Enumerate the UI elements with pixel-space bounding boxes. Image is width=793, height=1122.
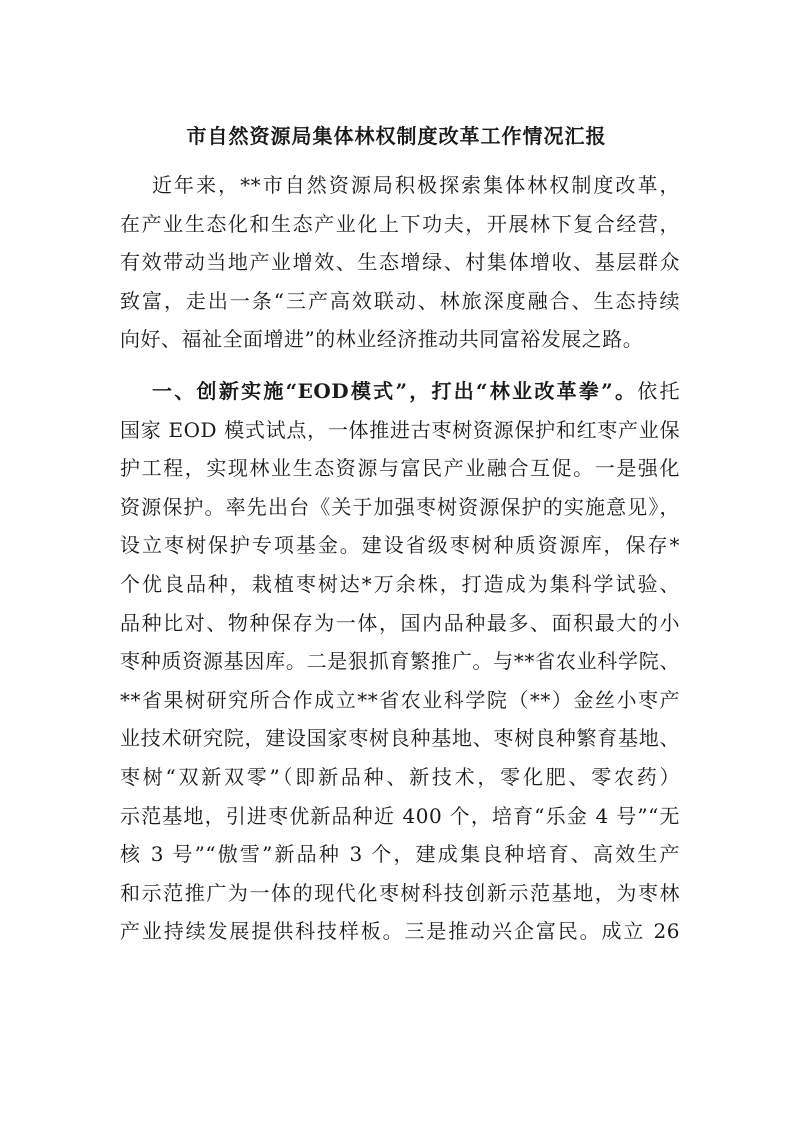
- paragraph-line: 个优良品种，栽植枣树达*万余株，打造成为集科学试验、: [120, 571, 680, 596]
- paragraph-intro: [120, 172, 680, 365]
- paragraph-line: 产业持续发展提供科技样板。三是推动兴企富民。成立 26: [120, 919, 680, 944]
- paragraph-line: 枣树“双新双零”（即新品种、新技术，零化肥、零农药）: [120, 764, 680, 789]
- document-body: [120, 172, 680, 957]
- paragraph-line: 核 3 号”“傲雪”新品种 3 个，建成集良种培育、高效生产: [120, 842, 680, 867]
- paragraph-line: 品种比对、物种保存为一体，国内品种最多、面积最大的小: [120, 610, 680, 635]
- paragraph-line: **省果树研究所合作成立**省农业科学院（**）金丝小枣产: [120, 687, 680, 712]
- document-title: 市自然资源局集体林权制度改革工作情况汇报: [186, 124, 607, 148]
- paragraph-line: 和示范推广为一体的现代化枣树科技创新示范基地，为枣林: [120, 880, 680, 905]
- paragraph-section-one: [120, 378, 680, 957]
- paragraph-line: 国家 EOD 模式试点，一体推进古枣树资源保护和红枣产业保: [120, 417, 680, 442]
- paragraph-line: 有效带动当地产业增效、生态增绿、村集体增收、基层群众: [120, 250, 680, 275]
- paragraph-line: 致富，走出一条“三产高效联动、林旅深度融合、生态持续: [120, 288, 680, 313]
- paragraph-line: 近年来，**市自然资源局积极探索集体林权制度改革，: [152, 173, 680, 197]
- paragraph-line: 在产业生态化和生态产业化上下功夫，开展林下复合经营，: [120, 211, 680, 236]
- paragraph-line: 护工程，实现林业生态资源与富民产业融合互促。一是强化: [120, 456, 680, 481]
- paragraph-line: 设立枣树保护专项基金。建设省级枣树种质资源库，保存*: [120, 533, 680, 558]
- paragraph-gap: [120, 365, 680, 378]
- section-heading-line: [120, 378, 680, 417]
- paragraph-line: 向好、福祉全面增进”的林业经济推动共同富裕发展之路。: [120, 327, 644, 352]
- paragraph-line: 枣种质资源基因库。二是狠抓育繁推广。与**省农业科学院、: [120, 649, 680, 674]
- section-heading-tail: 依托: [637, 378, 681, 403]
- paragraph-line: 资源保护。率先出台《关于加强枣树资源保护的实施意见》，: [120, 494, 680, 519]
- paragraph-line: 示范基地，引进枣优新品种近 400 个，培育“乐金 4 号”“无: [120, 803, 680, 828]
- paragraph-line: 业技术研究院，建设国家枣树良种基地、枣树良种繁育基地、: [120, 726, 680, 751]
- section-heading: 一、创新实施“EOD模式”，打出“林业改革拳”。: [152, 378, 638, 403]
